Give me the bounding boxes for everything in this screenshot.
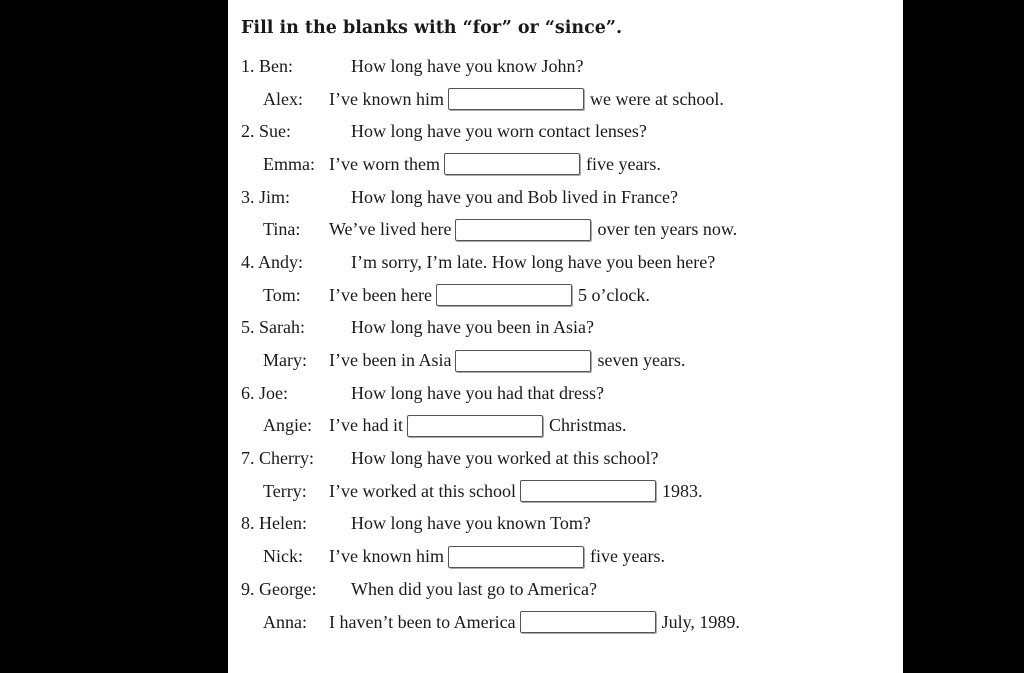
item-number: 1. [241,55,255,76]
question-line [241,115,903,148]
speaker-label [241,252,351,273]
answer-speaker: Nick: [263,546,303,567]
speaker-label [241,56,351,77]
answer-line [241,606,903,639]
question-line [241,50,903,83]
question-speaker: Ben: [259,55,293,76]
answer-line [241,279,903,312]
question-text: How long have you and Bob lived in France? [351,186,678,207]
question-line [241,181,903,214]
question-line [241,377,903,410]
question-line [241,442,903,475]
question-speaker: Jim: [259,186,291,207]
answer-blank-box[interactable] [407,415,543,437]
question-speaker: Helen: [259,513,307,534]
item-number: 8. [241,513,255,534]
answer-blank-box[interactable] [455,350,591,372]
question-text: How long have you known Tom? [351,513,591,534]
answer-before-text: I’ve known him [329,88,444,109]
answer-blank-box[interactable] [455,219,591,241]
answer-after-text: 5 o’clock. [577,284,650,305]
answer-speaker: Alex: [263,88,303,109]
item-number: 5. [241,317,255,338]
speaker-label [241,383,351,404]
question-text: How long have you know John? [351,55,584,76]
speaker-label [241,187,351,208]
answer-line [241,475,903,508]
question-text: When did you last go to America? [351,578,597,599]
item-number: 9. [241,578,255,599]
answer-before-text: We’ve lived here [329,219,452,240]
item-number: 6. [241,382,255,403]
answer-line [241,410,903,443]
item-number: 3. [241,186,255,207]
answer-speaker: Mary: [263,350,307,371]
question-speaker: Andy: [258,251,304,272]
question-speaker: Sue: [259,121,292,142]
answer-before-text: I’ve been in Asia [329,350,452,371]
answer-blank-box[interactable] [448,546,584,568]
answer-blank-box[interactable] [520,611,656,633]
exercise-list [241,50,903,638]
answer-blank-box[interactable] [448,88,584,110]
answer-line [241,213,903,246]
question-line [241,508,903,541]
answer-after-text: July, 1989. [661,611,740,632]
speaker-label [241,121,351,142]
question-text: How long have you worn contact lenses? [351,121,647,142]
question-speaker: Cherry: [259,448,314,469]
question-text: How long have you been in Asia? [351,317,594,338]
speaker-label [241,448,351,469]
answer-speaker: Anna: [263,611,307,632]
question-line [241,246,903,279]
item-number: 2. [241,121,255,142]
speaker-label [241,513,351,534]
question-speaker: Joe: [259,382,288,403]
answer-line [241,540,903,573]
question-text: I’m sorry, I’m late. How long have you been here? [351,251,716,272]
speaker-label [241,317,351,338]
answer-after-text: seven years. [597,350,686,371]
answer-before-text: I’ve worn them [329,153,440,174]
answer-after-text: five years. [589,546,665,567]
question-text: How long have you worked at this school? [351,448,659,469]
question-speaker: George: [259,578,317,599]
answer-after-text: 1983. [661,480,703,501]
answer-speaker: Emma: [263,153,315,174]
answer-blank-box[interactable] [520,480,656,502]
answer-before-text: I’ve had it [329,415,403,436]
worksheet [228,0,903,673]
answer-after-text: five years. [585,153,661,174]
answer-after-text: we were at school. [589,88,724,109]
answer-after-text: over ten years now. [597,219,738,240]
answer-blank-box[interactable] [444,153,580,175]
question-text: How long have you had that dress? [351,382,604,403]
answer-before-text: I’ve been here [329,284,432,305]
question-line [241,312,903,345]
question-line [241,573,903,606]
answer-before-text: I haven’t been to America [329,611,516,632]
item-number: 7. [241,448,255,469]
worksheet-title: Fill in the blanks with “for” or “since”. [241,18,623,38]
speaker-label [241,579,351,600]
item-number: 4. [241,251,255,272]
answer-line [241,83,903,116]
answer-before-text: I’ve known him [329,546,444,567]
answer-speaker: Angie: [263,415,312,436]
answer-speaker: Tom: [263,284,301,305]
question-speaker: Sarah: [259,317,305,338]
answer-blank-box[interactable] [436,284,572,306]
answer-line [241,344,903,377]
answer-before-text: I’ve worked at this school [329,480,516,501]
answer-after-text: Christmas. [548,415,627,436]
answer-speaker: Terry: [263,480,307,501]
answer-speaker: Tina: [263,219,301,240]
answer-line [241,148,903,181]
